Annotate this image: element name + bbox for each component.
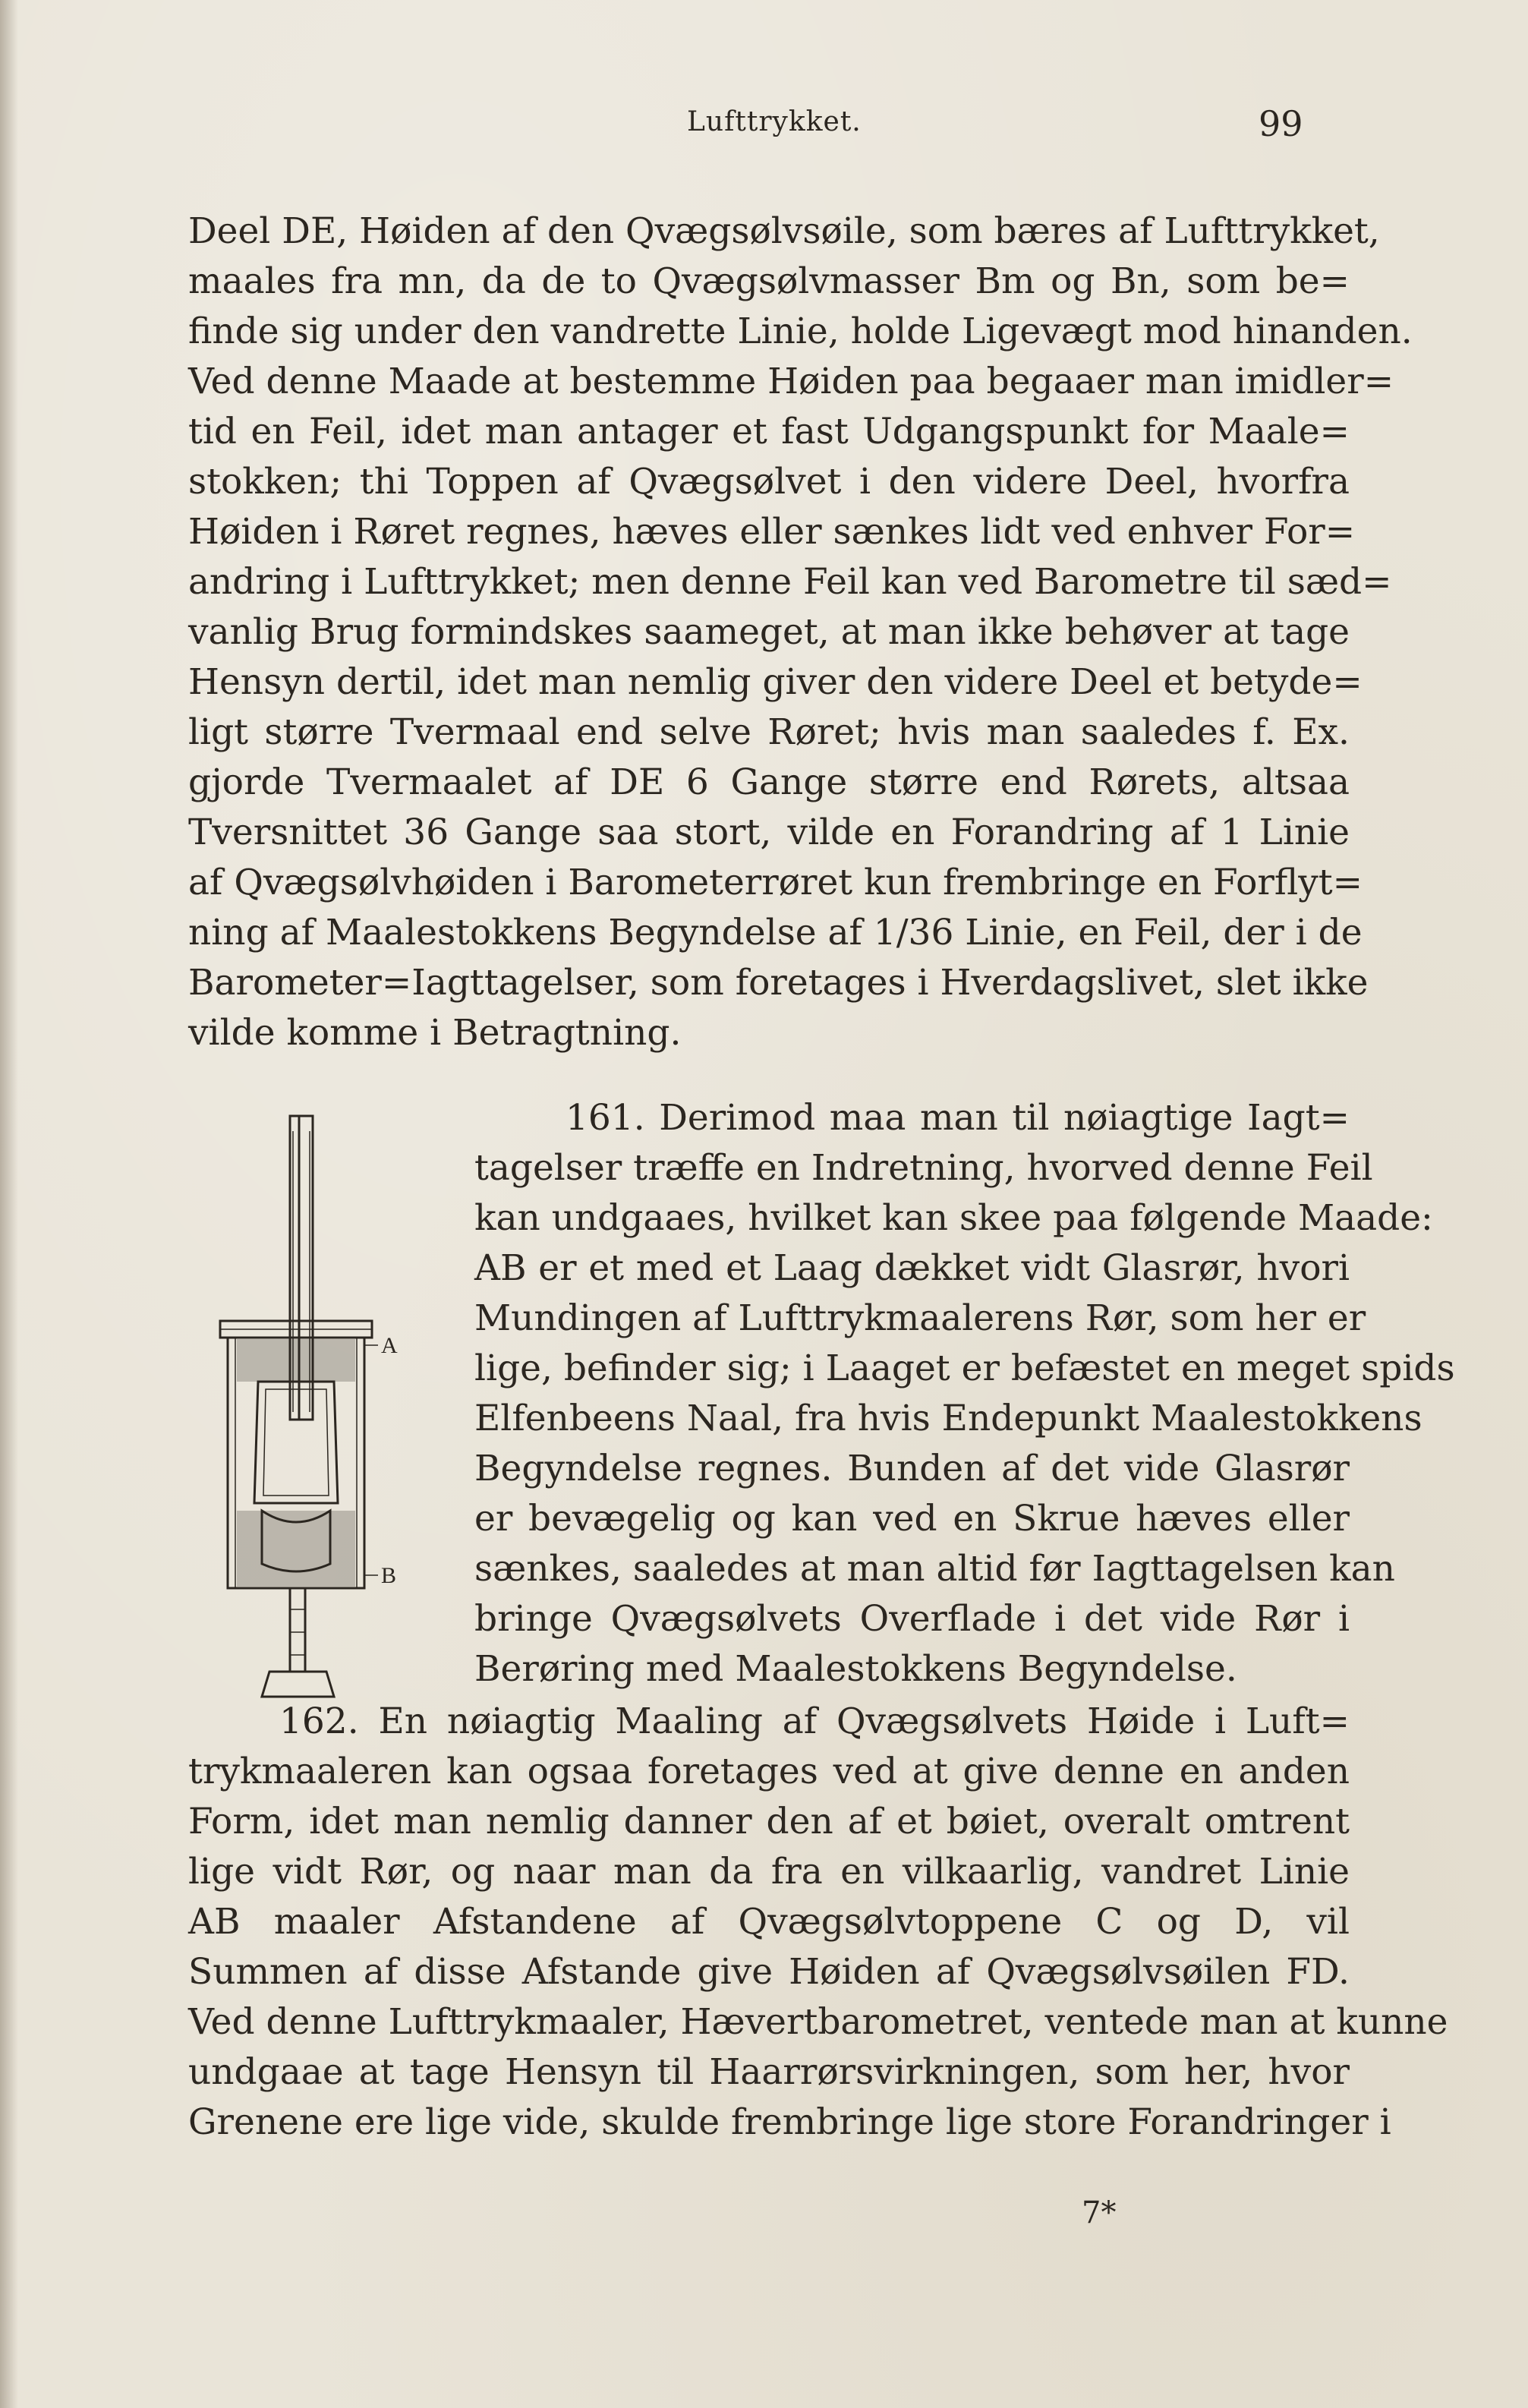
text-line: Deel DE, Høiden af den Qvægsølvsøile, som bæres af Lufttrykket,: [188, 210, 1380, 252]
text-line: AB er et med et Laag dækket vidt Glasrør, hvori: [474, 1247, 1350, 1289]
text-line: Tversnittet 36 Gange saa stort, vilde en Forandring af 1 Linie: [188, 812, 1350, 853]
figure-label-a: A: [381, 1333, 398, 1358]
text-line: lige vidt Rør, og naar man da fra en vilkaarlig, vandret Linie: [188, 1851, 1350, 1893]
barometer-figure: [205, 1108, 417, 1716]
text-line: undgaae at tage Hensyn til Haarrørsvirkningen, som her, hvor: [188, 2051, 1350, 2093]
text-line: andring i Lufttrykket; men denne Feil kan ved Barometre til sæd=: [188, 561, 1392, 603]
text-line: Grenene ere lige vide, skulde frembringe lige store Forandringer i: [188, 2101, 1391, 2143]
page-number: 99: [1259, 103, 1303, 144]
text-line: finde sig under den vandrette Linie, holde Ligevægt mod hinanden.: [188, 310, 1413, 352]
text-line: 162. En nøiagtig Maaling af Qvægsølvets Høide i Luft=: [279, 1700, 1350, 1742]
text-line: af Qvægsølvhøiden i Barometerrøret kun frembringe en Forflyt=: [188, 862, 1363, 903]
text-line: Form, idet man nemlig danner den af et bøiet, overalt omtrent: [188, 1801, 1350, 1842]
paragraph-continuation: [188, 206, 1413, 1058]
text-line: 161. Derimod maa man til nøiagtige Iagt=: [566, 1097, 1350, 1139]
text-line: Høiden i Røret regnes, hæves eller sænkes lidt ved enhver For=: [188, 511, 1356, 553]
text-line: Ved denne Lufttrykmaaler, Hævertbarometret, ventede man at kunne: [188, 2001, 1448, 2043]
text-line: Ved denne Maade at bestemme Høiden paa begaaer man imidler=: [188, 361, 1394, 402]
text-line: ligt større Tvermaal end selve Røret; hvis man saaledes f. Ex.: [188, 711, 1350, 753]
text-line: bringe Qvægsølvets Overflade i det vide Rør i: [474, 1598, 1350, 1640]
text-line: Berøring med Maalestokkens Begyndelse.: [474, 1648, 1237, 1690]
text-line: tid en Feil, idet man antager et fast Udgangspunkt for Maale=: [188, 411, 1350, 452]
text-line: Elfenbeens Naal, fra hvis Endepunkt Maalestokkens: [474, 1398, 1422, 1439]
text-line: sænkes, saaledes at man altid før Iagttagelsen kan: [474, 1548, 1395, 1590]
text-line: Hensyn dertil, idet man nemlig giver den videre Deel et betyde=: [188, 661, 1363, 703]
page-edge-shadow: [0, 0, 18, 2408]
text-line: vilde komme i Betragtning.: [188, 1012, 682, 1054]
text-line: AB maaler Afstandene af Qvægsølvtoppene C og D, vil: [188, 1901, 1350, 1943]
text-line: stokken; thi Toppen af Qvægsølvet i den videre Deel, hvorfra: [188, 461, 1350, 503]
text-line: vanlig Brug formindskes saameget, at man ikke behøver at tage: [188, 611, 1350, 653]
text-line: tagelser træffe en Indretning, hvorved denne Feil: [474, 1147, 1373, 1189]
section-162: [188, 1697, 1448, 2148]
page-header: [0, 103, 1528, 159]
text-line: Barometer=Iagttagelser, som foretages i Hverdagslivet, slet ikke: [188, 962, 1369, 1004]
text-line: Begyndelse regnes. Bunden af det vide Glasrør: [474, 1448, 1350, 1489]
text-line: ning af Maalestokkens Begyndelse af 1/36 Linie, en Feil, der i de: [188, 912, 1363, 953]
figure-label-b: B: [381, 1563, 397, 1588]
signature-mark: 7*: [1082, 2195, 1117, 2230]
text-line: er bevægelig og kan ved en Skrue hæves eller: [474, 1498, 1350, 1540]
text-line: Summen af disse Afstande give Høiden af Qvægsølvsøilen FD.: [188, 1951, 1350, 1993]
text-line: Mundingen af Lufttrykmaalerens Rør, som her er: [474, 1297, 1366, 1339]
text-line: kan undgaaes, hvilket kan skee paa følgende Maade:: [474, 1197, 1433, 1239]
text-line: lige, befinder sig; i Laaget er befæstet en meget spids: [474, 1347, 1455, 1389]
text-line: trykmaaleren kan ogsaa foretages ved at give denne en anden: [188, 1751, 1350, 1792]
barometer-illustration: [205, 1108, 417, 1716]
running-title: Lufttrykket.: [687, 106, 862, 137]
text-line: maales fra mn, da de to Qvægsølvmasser Bm og Bn, som be=: [188, 260, 1350, 302]
text-line: gjorde Tvermaalet af DE 6 Gange større end Rørets, altsaa: [188, 761, 1350, 803]
section-161: [474, 1093, 1455, 1694]
